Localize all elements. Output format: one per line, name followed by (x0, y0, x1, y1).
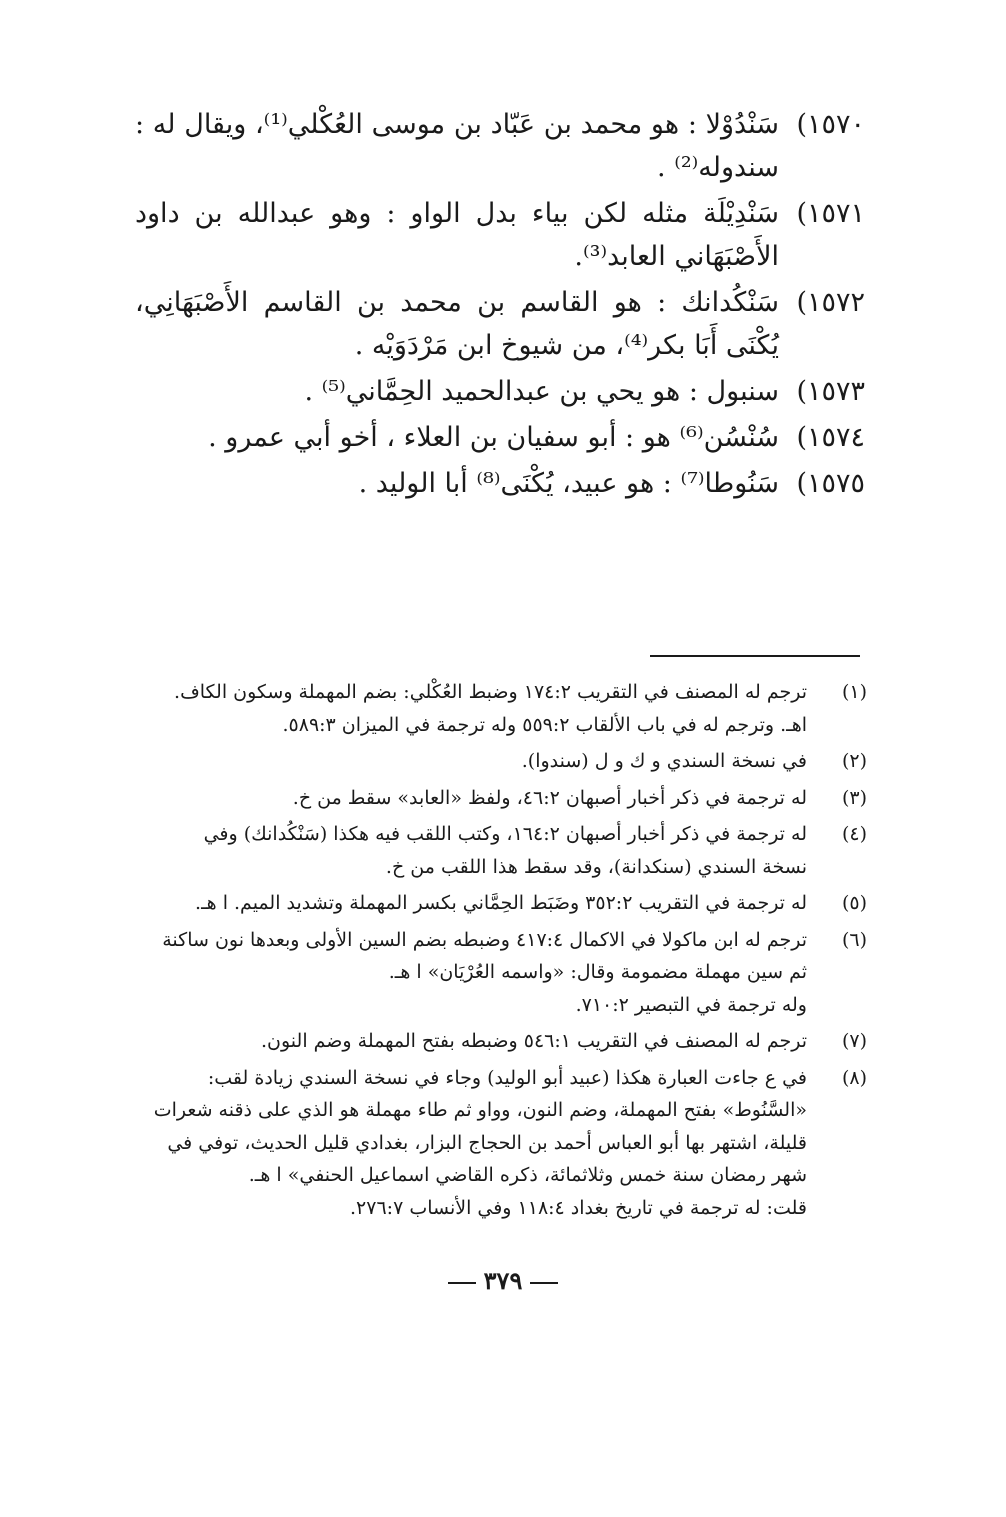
footnotes-list (132, 676, 867, 1228)
footnote-body (132, 924, 807, 1022)
footnote (132, 924, 867, 1022)
dash-right (448, 1282, 476, 1284)
footnote-body (132, 887, 807, 920)
footnote-line: له ترجمة في ذكر أخبار أصبهان ١٦٤:٢، وكتب اللقب فيه هكذا (سَنْكُدانك) وفي (203, 823, 807, 845)
entry-text: سَنْكُدانك : هو القاسم بن محمد بن القاسم الأَصْبَهَانِي، يُكْنَى أَبَا بكر⁽⁴⁾، من شيوخ ابن مَرْدَوَيْه . (135, 287, 779, 361)
entry-text: سَنْدُوْلا : هو محمد بن عَبّاد بن موسى العُكْلي⁽¹⁾، ويقال له : سندوله⁽²⁾ . (135, 109, 779, 183)
entry-number: ١٥٧٥) (796, 468, 865, 499)
entry (135, 192, 865, 278)
footnote-separator (650, 655, 860, 657)
footnote-body (132, 676, 807, 741)
entry (135, 103, 865, 189)
entries-list (135, 103, 865, 508)
footnote-line: في نسخة السندي و ك و ل (سندوا). (521, 750, 807, 772)
entry-text: سُنْسُن⁽⁶⁾ هو : أبو سفيان بن العلاء ، أخو أبي عمرو . (208, 422, 779, 453)
footnote-line: «السَّنُوط» بفتح المهملة، وضم النون، وواو ثم طاء مهملة هو الذي على ذقنه شعرات (153, 1099, 807, 1121)
footnote-line: نسخة السندي (سنكدانة)، وقد سقط هذا اللقب من خ. (385, 855, 807, 878)
entry (135, 281, 865, 367)
footnote-line: شهر رمضان سنة خمس وثلاثمائة، ذكره القاضي اسماعيل الحنفي» ا هـ. (248, 1164, 807, 1186)
footnote-body (132, 1062, 807, 1225)
entry-number: ١٥٧١) (796, 198, 865, 229)
footnote-line: ترجم له ابن ماكولا في الاكمال ٤١٧:٤ وضبطه بضم السين الأولى وبعدها نون ساكنة (162, 928, 807, 951)
footnote (132, 818, 867, 883)
footnote-number: (٢) (841, 750, 867, 772)
footnote-number: (٨) (841, 1066, 867, 1089)
footnote-line: اهـ. وترجم له في باب الألقاب ٥٥٩:٢ وله ترجمة في الميزان ٥٨٩:٣. (282, 713, 807, 736)
entry (135, 416, 865, 459)
footnote-line: قليلة، اشتهر بها أبو العباس أحمد بن الحجاج البزار، بغدادي قليل الحديث، توفي في (167, 1131, 807, 1154)
footnote-number: (٣) (841, 786, 867, 809)
footnote-number: (٦) (841, 928, 867, 951)
footnote-line: قلت: له ترجمة في تاريخ بغداد ١١٨:٤ وفي الأنساب ٢٧٦:٧. (350, 1196, 807, 1219)
footnote-body (132, 782, 807, 815)
footnote-line: ترجم له المصنف في التقريب ٥٤٦:١ وضبطه بفتح المهملة وضم النون. (260, 1030, 807, 1052)
entry (135, 462, 865, 505)
footnote-line: له ترجمة في التقريب ٣٥٢:٢ وضَبَط الحِمَّاني بكسر المهملة وتشديد الميم. ا هـ. (195, 892, 807, 914)
dash-left (530, 1282, 558, 1284)
footnote-body (132, 745, 807, 778)
footnote (132, 676, 867, 741)
footnote (132, 1025, 867, 1058)
footnote (132, 887, 867, 920)
page-number (0, 1266, 1006, 1295)
entry (135, 370, 865, 413)
entry-text: سنبول : هو يحي بن عبدالحميد الحِمَّاني⁽⁵⁾ . (304, 376, 779, 407)
footnote-body (132, 1025, 807, 1058)
entry-text: سَنْدِيْلَة مثله لكن بياء بدل الواو : وهو عبدالله بن داود الأَصْبَهَاني العابد⁽³⁾. (135, 198, 779, 272)
footnote-number: (٥) (841, 892, 867, 914)
footnote-number: (٤) (841, 823, 867, 845)
entry-text: سَنُوطا⁽⁷⁾ : هو عبيد، يُكْنَى⁽⁸⁾ أبا الوليد . (358, 468, 779, 499)
footnote-line: ثم سين مهملة مضمومة وقال: «واسمه العُرْيَان» ا هـ. (388, 961, 807, 983)
footnote-line: وله ترجمة في التبصير ٧١٠:٢. (575, 993, 807, 1016)
footnote-line: في ع جاءت العبارة هكذا (عبيد أبو الوليد) وجاء في نسخة السندي زيادة لقب: (207, 1066, 807, 1089)
entry-number: ١٥٧٢) (796, 287, 865, 318)
footnote-line: له ترجمة في ذكر أخبار أصبهان ٤٦:٢، ولفظ «العابد» سقط من خ. (292, 786, 807, 809)
footnote (132, 782, 867, 815)
footnote-line: ترجم له المصنف في التقريب ١٧٤:٢ وضبط العُكْلي: بضم المهملة وسكون الكاف. (174, 681, 807, 703)
entry-number: ١٥٧٠) (796, 109, 865, 140)
footnote-body (132, 818, 807, 883)
entry-number: ١٥٧٤) (796, 422, 865, 453)
footnote-number: (١) (841, 681, 867, 703)
page-number-text: ٣٧٩ (483, 1266, 523, 1295)
footnote-number: (٧) (841, 1030, 867, 1052)
footnote (132, 1062, 867, 1225)
footnote (132, 745, 867, 778)
entry-number: ١٥٧٣) (796, 376, 865, 407)
